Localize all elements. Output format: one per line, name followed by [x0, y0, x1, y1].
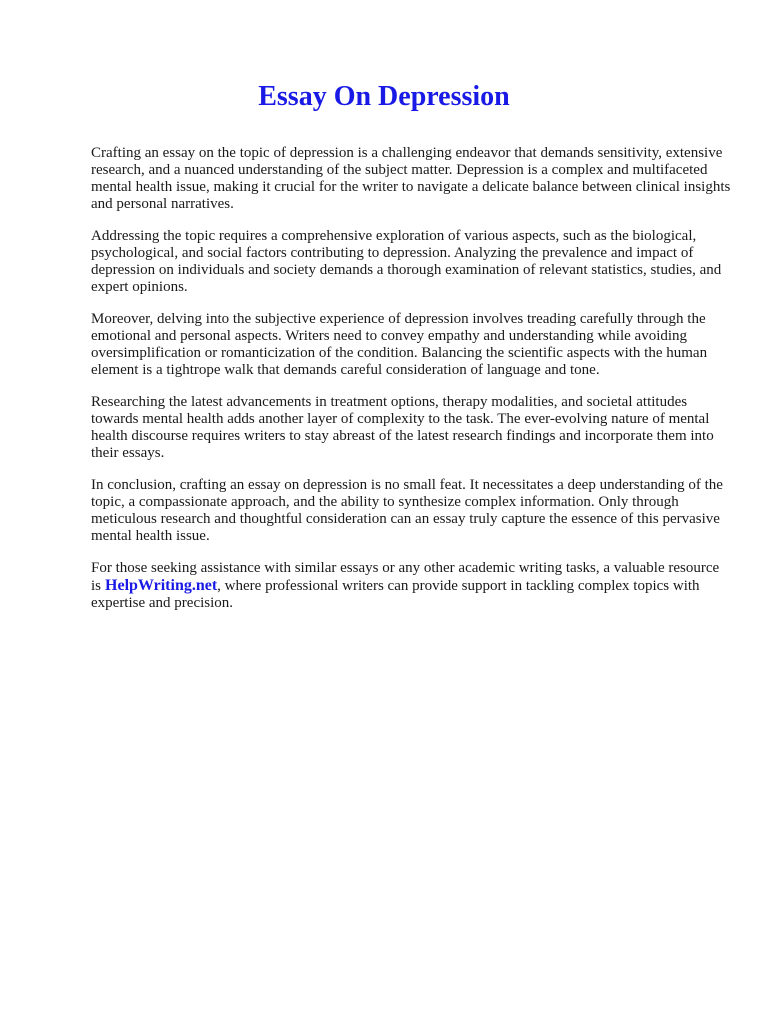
- paragraph-5: In conclusion, crafting an essay on depression is no small feat. It necessitates a deep understanding of the topic, a compassionate approach, and the ability to synthesize complex information. Only through meticulous research and thoughtful consideration can an essay truly capture the essence of this pervasive mental health issue.: [91, 477, 723, 544]
- page-title: Essay On Depression: [258, 81, 510, 112]
- helpwriting-link[interactable]: HelpWriting.net: [105, 577, 218, 594]
- paragraph-6: [91, 560, 731, 612]
- paragraph-1: Crafting an essay on the topic of depression is a challenging endeavor that demands sensitivity, extensive research, and a nuanced understanding of the subject matter. Depression is a complex and multifaceted mental health issue, making it crucial for the writer to navigate a delicate balance between clinical insights and personal narratives.: [91, 145, 731, 212]
- paragraph-6-outro: , where professional writers can provide support in tackling complex topics with expertise and precision.: [91, 578, 700, 611]
- paragraph-6-intro: For those seeking assistance with similar essays or any other academic writing tasks, a valuable resource is: [91, 560, 720, 594]
- essay-body: [91, 145, 731, 627]
- paragraph-2: Addressing the topic requires a comprehensive exploration of various aspects, such as the biological, psychological, and social factors contributing to depression. Analyzing the prevalence and impact of depression on individuals and society demands a thorough examination of relevant statistics, studies, and expert opinions.: [91, 228, 722, 295]
- paragraph-3: Moreover, delving into the subjective experience of depression involves treading carefully through the emotional and personal aspects. Writers need to convey empathy and understanding while avoiding oversimplification or romanticization of the condition. Balancing the scientific aspects with the human element is a tightrope walk that demands careful consideration of language and tone.: [91, 311, 708, 378]
- paragraph-4: Researching the latest advancements in treatment options, therapy modalities, and societal attitudes towards mental health adds another layer of complexity to the task. The ever-evolving nature of mental health discourse requires writers to stay abreast of the latest research findings and incorporate them into their essays.: [91, 394, 714, 461]
